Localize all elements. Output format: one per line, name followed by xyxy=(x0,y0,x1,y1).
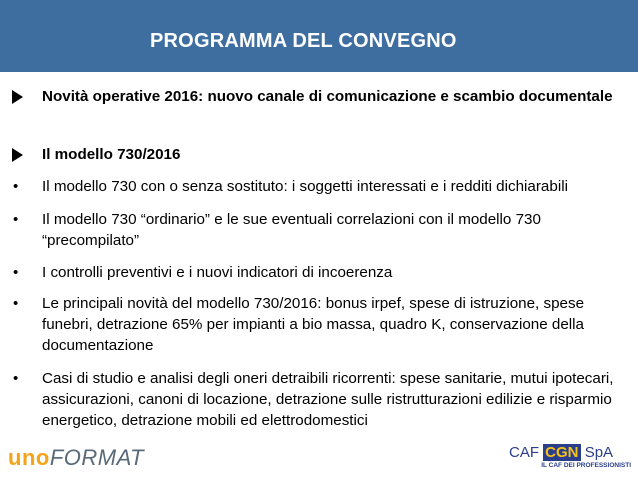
logo-spa: SpA xyxy=(584,444,614,461)
logo-tagline: IL CAF DEI PROFESSIONISTI xyxy=(541,462,631,469)
caf-cgn-logo xyxy=(509,444,631,476)
logo-part-uno: uno xyxy=(8,445,50,470)
arrow-bullet-icon xyxy=(12,148,23,162)
arrow-bullet-icon xyxy=(12,90,23,104)
page-title: PROGRAMMA DEL CONVEGNO xyxy=(150,30,457,52)
dot-bullet-icon: • xyxy=(13,370,19,387)
logo-caf: CAF xyxy=(509,444,539,461)
dot-bullet-icon: • xyxy=(13,264,19,281)
agenda-item-text: I controlli preventivi e i nuovi indicatori di incoerenza xyxy=(42,264,393,281)
agenda-item-text: Il modello 730/2016 xyxy=(42,146,181,163)
agenda-item-text: Il modello 730 con o senza sostituto: i soggetti interessati e i redditi dichiarabili xyxy=(42,178,568,195)
dot-bullet-icon: • xyxy=(13,211,19,228)
logo-cgn: CGN xyxy=(545,444,579,461)
unoformat-logo xyxy=(8,445,144,473)
logo-part-format: FORMAT xyxy=(49,445,145,470)
header-bar xyxy=(0,0,638,72)
agenda-item-text: Il modello 730 “ordinario” e le sue eventuali correlazioni con il modello 730 “precompilato” xyxy=(42,211,541,249)
agenda-item-text: Le principali novità del modello 730/2016: bonus irpef, spese di istruzione, spese funebri, detrazione 65% per impianti a bio massa, quadro K, conservazione della documentazione xyxy=(42,295,585,354)
dot-bullet-icon: • xyxy=(13,295,19,312)
agenda-item-text: Novità operative 2016: nuovo canale di comunicazione e scambio documentale xyxy=(42,88,613,105)
caf-cgn-wordmark xyxy=(509,444,631,461)
dot-bullet-icon: • xyxy=(13,178,19,195)
agenda-item-text: Casi di studio e analisi degli oneri detraibili ricorrenti: spese sanitarie, mutui ipotecari, assicurazioni, canoni di locazione, detrazione sulle ristrutturazioni edilizie e risparmio energetico, detrazione mobili ed elettrodomestici xyxy=(42,370,614,429)
